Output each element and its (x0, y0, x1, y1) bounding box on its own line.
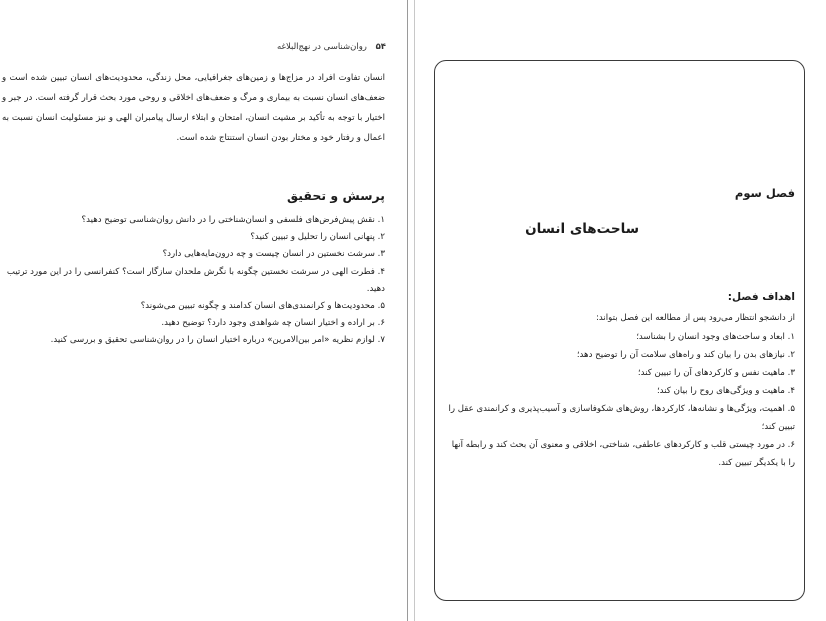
list-item: ۷. لوازم نظریه «امر بین‌الامرین» درباره اختیار انسان را در روان‌شناسی تحقیق و بررسی کنید. (50, 335, 385, 346)
page-gutter (407, 0, 408, 621)
chapter-number: فصل سوم (734, 186, 795, 200)
list-item: ۵. محدودیت‌ها و کرانمندی‌های انسان کدامند و چگونه تبیین می‌شوند؟ (140, 301, 385, 312)
chapter-title: ساحت‌های انسان (525, 221, 639, 237)
chapter-frame (434, 60, 805, 601)
list-item: ۴. فطرت الهی در سرشت نخستین چگونه با نگرش ملحدان سازگار است؟ کنفرانسی را در این مورد ترتیب دهید. (6, 266, 385, 294)
running-title: روان‌شناسی در نهج‌البلاغه (276, 42, 367, 52)
list-item: ۳. سرشت نخستین در انسان چیست و چه درون‌مایه‌هایی دارد؟ (162, 249, 385, 260)
page-number: ۵۴ (375, 42, 386, 52)
objectives-list (443, 328, 795, 472)
section-heading: پرسش و تحقیق (287, 188, 385, 203)
running-header (200, 42, 386, 52)
left-page (0, 0, 407, 621)
list-item: ۱. ابعاد و ساحت‌های وجود انسان را بشناسد؛ (636, 332, 795, 342)
list-item: ۴. ماهیت و ویژگی‌های روح را بیان کند؛ (656, 386, 795, 396)
objectives-heading: اهداف فصل: (727, 291, 795, 303)
intro-paragraph: انسان تفاوت افراد در مزاج‌ها و زمین‌های جغرافیایی، محل زندگی، محدودیت‌های انسان تبیین شده است و ضعف‌های انسان نسبت به بیماری و مرگ و ضعف‌های اخلاقی و روحی مورد بحث قرار گرفته است. در جبر و اختیار با توجه به تأکید بر مشیت انسان، امتحان و ابتلاء ارسال پیامبران الهی و نیز مسئولیت انسان نسبت به اعمال و رفتار خود و مختار بودن انسان استنتاج شده است. (2, 73, 385, 143)
questions-list (2, 212, 385, 350)
objectives-lead: از دانشجو انتظار می‌رود پس از مطالعه این فصل بتواند: (596, 313, 795, 323)
list-item: ۲. پنهانی انسان را تحلیل و تبیین کنید؟ (250, 232, 385, 243)
list-item: ۳. ماهیت نفس و کارکردهای آن را تبیین کند؛ (637, 368, 795, 378)
list-item: ۶. بر اراده و اختیار انسان چه شواهدی وجود دارد؟ توضیح دهید. (161, 318, 385, 329)
list-item: ۲. نیازهای بدن را بیان کند و راه‌های سلامت آن را توضیح دهد؛ (576, 350, 795, 360)
right-page (415, 0, 826, 621)
list-item: ۵. اهمیت، ویژگی‌ها و نشانه‌ها، کارکردها، روش‌های شکوفاسازی و آسیب‌پذیری و کرانمندی عقل را تبیین کند؛ (448, 404, 795, 432)
list-item: ۶. در مورد چیستی قلب و کارکردهای عاطفی، شناختی، اخلاقی و معنوی آن بحث کند و رابطه آنها را با یکدیگر تبیین کند. (451, 440, 795, 468)
list-item: ۱. نقش پیش‌فرض‌های فلسفی و انسان‌شناختی را در دانش روان‌شناسی توضیح دهید؟ (81, 215, 385, 225)
